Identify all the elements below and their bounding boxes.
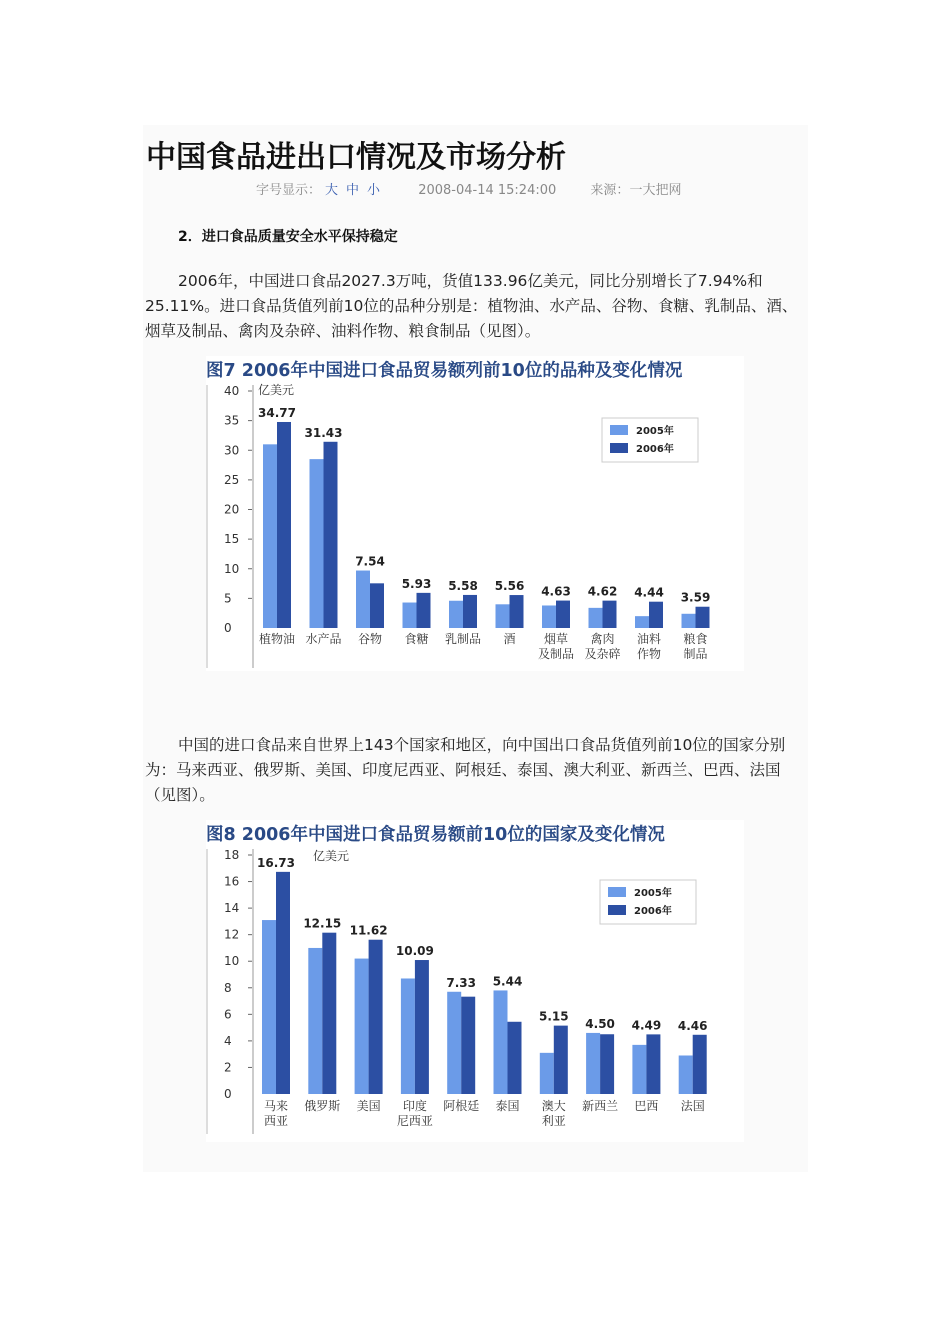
category-label: 作物	[636, 647, 662, 661]
y-tick-label: 30	[224, 443, 240, 458]
y-tick-label: 10	[224, 954, 240, 969]
y-tick-label: 16	[224, 874, 240, 889]
data-label: 4.63	[541, 584, 571, 599]
chart-figure-8-svg	[206, 820, 744, 1142]
bar-2005	[635, 616, 649, 628]
category-label: 美国	[356, 1099, 381, 1113]
data-label: 34.77	[258, 405, 296, 420]
data-label: 16.73	[257, 855, 295, 870]
y-tick-label: 4	[224, 1033, 232, 1048]
bar-2006	[696, 607, 710, 628]
font-size-medium-link[interactable]: 中	[346, 183, 360, 198]
category-label: 粮食	[683, 632, 708, 646]
legend-label-2005: 2005年	[634, 888, 672, 899]
font-size-large-link[interactable]: 大	[325, 183, 339, 198]
category-label: 利亚	[541, 1114, 566, 1128]
data-label: 11.62	[349, 923, 388, 938]
bar-2006	[603, 601, 617, 628]
data-label: 5.58	[448, 578, 478, 593]
category-label: 巴西	[634, 1099, 659, 1113]
bar-2006	[600, 1034, 614, 1094]
bar-2005	[355, 959, 369, 1094]
category-label: 禽肉	[590, 632, 615, 646]
y-tick-label: 18	[224, 848, 240, 862]
legend-swatch-2005	[610, 425, 628, 435]
y-tick-label: 8	[224, 980, 232, 995]
category-label: 新西兰	[582, 1099, 619, 1113]
y-axis-unit: 亿美元	[258, 383, 295, 397]
bar-2006	[461, 997, 475, 1094]
data-label: 12.15	[303, 916, 342, 931]
bar-2006	[277, 422, 291, 628]
category-label: 乳制品	[444, 632, 482, 646]
bar-2005	[262, 920, 276, 1094]
y-tick-label: 6	[224, 1007, 232, 1022]
article-meta	[256, 179, 681, 198]
y-tick-label: 5	[224, 591, 232, 606]
bar-2005	[263, 444, 277, 628]
legend-label-2006: 2006年	[634, 906, 672, 917]
bar-2006	[324, 442, 338, 628]
category-label: 油料	[636, 632, 662, 646]
legend-swatch-2006	[610, 443, 628, 453]
category-label: 植物油	[258, 632, 296, 646]
data-label: 5.44	[492, 974, 523, 989]
category-label: 及制品	[537, 647, 575, 661]
bar-2005	[310, 459, 324, 628]
y-tick-label: 40	[224, 384, 240, 398]
data-label: 10.09	[395, 944, 434, 959]
bar-2005	[308, 948, 322, 1094]
chart-figure-7	[206, 356, 744, 671]
category-label: 阿根廷	[443, 1099, 480, 1113]
y-tick-label: 0	[224, 621, 232, 635]
y-tick-label: 25	[224, 472, 240, 487]
data-label: 7.54	[355, 554, 385, 569]
bar-2006	[415, 960, 429, 1094]
category-label: 制品	[683, 647, 708, 661]
paragraph-import-countries: 中国的进口食品来自世界上143个国家和地区，向中国出口食品货值列前10位的国家分别为：马来西亚、俄罗斯、美国、印度尼西亚、阿根廷、泰国、澳大利亚、新西兰、巴西、法国（见图）。	[145, 736, 786, 804]
y-tick-label: 0	[224, 1087, 232, 1101]
legend-box	[602, 418, 698, 462]
y-axis-unit: 亿美元	[313, 849, 350, 863]
y-tick-label: 10	[224, 561, 240, 576]
page-title: 中国食品进出口情况及市场分析	[146, 140, 566, 175]
category-label: 俄罗斯	[304, 1099, 341, 1113]
bar-2006	[276, 872, 290, 1094]
category-label: 澳大	[541, 1099, 566, 1113]
bar-2006	[417, 593, 431, 628]
data-label: 4.44	[634, 585, 664, 600]
category-label: 印度	[402, 1099, 427, 1113]
y-tick-label: 15	[224, 532, 240, 547]
bar-2005	[356, 571, 370, 628]
data-label: 5.93	[401, 576, 432, 591]
chart-title: 图7 2006年中国进口食品贸易额列前10位的品种及变化情况	[206, 361, 683, 381]
bar-2006	[508, 1022, 522, 1094]
bar-2006	[322, 933, 336, 1094]
bar-2006	[463, 595, 477, 628]
bar-2005	[542, 605, 556, 628]
legend-box	[600, 880, 696, 924]
source-label: 来源：	[590, 183, 630, 198]
bar-2005	[679, 1055, 693, 1094]
font-size-label: 字号显示：	[256, 183, 322, 198]
bar-2005	[540, 1053, 554, 1094]
bar-2005	[403, 603, 417, 628]
bar-2005	[449, 601, 463, 628]
category-label: 烟草	[543, 632, 569, 646]
category-label: 西亚	[263, 1114, 289, 1128]
legend-swatch-2006	[608, 905, 626, 915]
data-label: 3.59	[680, 590, 711, 605]
bar-2006	[510, 595, 524, 628]
data-label: 4.46	[677, 1018, 708, 1033]
chart-figure-7-svg	[206, 356, 744, 671]
source-name: 一大把网	[629, 183, 682, 198]
bar-2006	[370, 583, 384, 628]
y-tick-label: 2	[224, 1060, 232, 1075]
category-label: 及杂碎	[584, 647, 621, 661]
bar-2006	[649, 602, 663, 628]
y-tick-label: 35	[224, 413, 240, 428]
category-label: 法国	[680, 1099, 705, 1113]
legend-label-2006: 2006年	[636, 444, 674, 455]
bar-2005	[589, 608, 603, 628]
category-label: 马来	[263, 1099, 289, 1113]
category-label: 食糖	[404, 632, 429, 646]
data-label: 4.62	[587, 584, 618, 599]
data-label: 31.43	[304, 425, 343, 440]
y-tick-label: 12	[224, 927, 240, 942]
section-heading: 2．进口食品质量安全水平保持稳定	[178, 229, 398, 245]
bar-2006	[369, 940, 383, 1094]
data-label: 4.50	[585, 1016, 615, 1031]
category-label: 泰国	[495, 1099, 520, 1113]
bar-2006	[554, 1026, 568, 1094]
y-tick-label: 14	[224, 901, 240, 916]
paragraph-import-products: 2006年，中国进口食品2027.3万吨，货值133.96亿美元，同比分别增长了7.94%和25.11%。进口食品货值列前10位的品种分别是：植物油、水产品、谷物、食糖、乳制品、酒、烟草及制品、禽肉及杂碎、油料作物、粮食制品（见图）。	[145, 272, 798, 340]
bar-2005	[632, 1045, 646, 1094]
bar-2006	[693, 1035, 707, 1094]
chart-title: 图8 2006年中国进口食品贸易额前10位的国家及变化情况	[206, 825, 665, 845]
bar-2005	[401, 978, 415, 1094]
data-label: 5.56	[494, 579, 525, 594]
data-label: 4.49	[631, 1018, 662, 1033]
chart-figure-8	[206, 820, 744, 1142]
data-label: 5.15	[538, 1009, 569, 1024]
publish-datetime: 2008-04-14 15:24:00	[418, 183, 557, 198]
bar-2005	[494, 990, 508, 1094]
category-label: 酒	[503, 632, 516, 646]
bar-2005	[586, 1033, 600, 1094]
legend-label-2005: 2005年	[636, 426, 674, 437]
bar-2005	[496, 604, 510, 628]
font-size-small-link[interactable]: 小	[367, 183, 381, 198]
data-label: 7.33	[446, 975, 477, 990]
bar-2006	[646, 1034, 660, 1094]
category-label: 尼西亚	[396, 1114, 433, 1128]
bar-2006	[556, 601, 570, 628]
category-label: 谷物	[357, 632, 383, 646]
category-label: 水产品	[305, 632, 342, 646]
bar-2005	[447, 992, 461, 1094]
y-tick-label: 20	[224, 502, 240, 517]
bar-2005	[682, 614, 696, 628]
legend-swatch-2005	[608, 887, 626, 897]
